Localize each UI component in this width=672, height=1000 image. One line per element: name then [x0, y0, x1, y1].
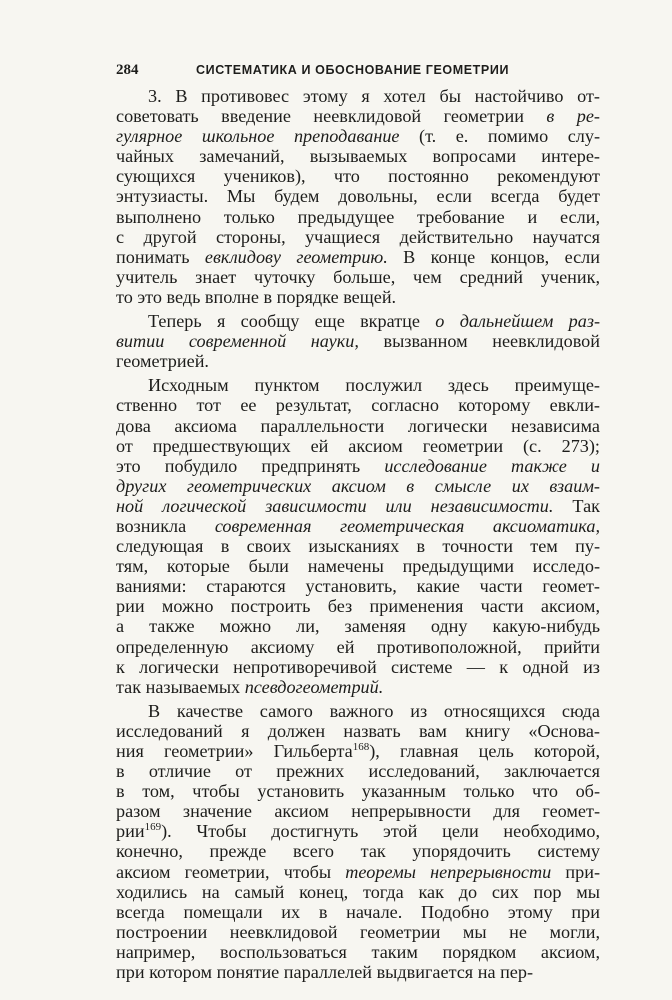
text-run: это побудило предпринять	[116, 455, 385, 476]
italic-text: гулярное школьное преподавание	[116, 126, 400, 147]
text-run: понимать	[116, 246, 205, 267]
text-run: следующая в своих изысканиях в точности тем пу-	[116, 536, 600, 557]
text-run: учитель знает чуточку больше, чем средний ученик,	[116, 266, 600, 287]
text-line	[116, 536, 600, 556]
italic-text: евклидову геометрию.	[204, 246, 388, 267]
text-line	[116, 207, 600, 227]
text-run: советовать введение неевклидовой геометрии	[116, 106, 547, 127]
text-run: (т. е. помимо слу-	[399, 126, 600, 147]
text-line	[116, 922, 600, 942]
text-run: В качестве самого важного из относящихся сюда	[148, 700, 600, 721]
paragraph	[116, 311, 600, 371]
text-line	[116, 375, 600, 395]
text-line	[116, 476, 600, 496]
page-header	[116, 58, 600, 82]
text-line	[116, 821, 600, 841]
body-text	[116, 86, 600, 986]
italic-text: о дальнейшем раз-	[435, 311, 600, 332]
text-run: рии можно построить без применения части аксиом,	[116, 596, 600, 617]
footnote-ref: 168	[352, 740, 370, 753]
text-line	[116, 781, 600, 801]
text-run: рии	[116, 821, 145, 842]
text-line	[116, 882, 600, 902]
text-line	[116, 657, 600, 677]
text-line	[116, 741, 600, 761]
italic-text: псевдогеометрий.	[244, 676, 384, 697]
text-line	[116, 86, 600, 106]
italic-text: витии современной науки,	[116, 331, 359, 352]
text-line	[116, 227, 600, 247]
text-run: чайных замечаний, вызываемых вопросами интере-	[116, 146, 600, 167]
text-line	[116, 311, 600, 331]
text-run: от предшествующих ей аксиом геометрии (с. 273);	[116, 435, 600, 456]
italic-text: исследование также и	[384, 455, 600, 476]
text-run: энтузиасты. Мы будем довольны, если всегда будет	[116, 186, 600, 207]
text-line	[116, 186, 600, 206]
text-line	[116, 146, 600, 166]
text-line	[116, 516, 600, 536]
text-run: геометрией.	[116, 351, 209, 372]
text-run: возникла	[116, 515, 215, 536]
text-line	[116, 331, 600, 351]
text-line	[116, 556, 600, 576]
paragraph	[116, 701, 600, 982]
text-line	[116, 126, 600, 146]
text-run: 3. В противовес этому я хотел бы настойчиво от-	[148, 86, 600, 106]
italic-text: современная геометрическая аксиоматика,	[214, 515, 600, 536]
text-line	[116, 267, 600, 287]
text-run: всегда помещали их в начале. Подобно этому при	[116, 901, 600, 922]
running-title: СИСТЕМАТИКА И ОБОСНОВАНИЕ ГЕОМЕТРИИ	[196, 63, 510, 77]
text-run: в том, чтобы установить указанным только что об-	[116, 781, 600, 802]
text-run: ственно тот ее результат, согласно которому евкли-	[116, 395, 600, 416]
paragraph	[116, 375, 600, 697]
text-run: то это ведь вполне в порядке вещей.	[116, 286, 397, 307]
text-run: Исходным пунктом послужил здесь преимуще-	[148, 375, 600, 396]
text-run: при котором понятие параллелей выдвигается на пер-	[116, 962, 534, 983]
text-run: в отличие от прежних исследований, заключается	[116, 761, 600, 782]
text-line	[116, 902, 600, 922]
text-run: ), главная цель которой,	[369, 741, 600, 761]
text-line	[116, 677, 600, 697]
text-line	[116, 801, 600, 821]
text-run: определенную аксиому ей противоположной, прийти	[116, 636, 600, 657]
text-run: конечно, прежде всего так упорядочить систему	[116, 841, 600, 862]
text-run: Теперь я сообщу еще вкратце	[148, 311, 436, 332]
text-line	[116, 576, 600, 596]
text-line	[116, 596, 600, 616]
text-run: сующихся учеников), что постоянно рекомендуют	[116, 166, 600, 187]
text-run: так называемых	[116, 676, 245, 697]
text-run: ваниями: стараются установить, какие части геомет-	[116, 576, 600, 597]
italic-text: других геометрических аксиом в смысле их взаим-	[116, 475, 600, 496]
text-run: например, воспользоваться таким порядком аксиом,	[116, 941, 600, 962]
text-line	[116, 637, 600, 657]
text-run: вызванном неевклидовой	[358, 331, 600, 352]
text-run: разом значение аксиом непрерывности для геомет-	[116, 801, 600, 822]
text-run: выполнено только предыдущее требование и если,	[116, 206, 600, 227]
italic-text: в ре-	[546, 106, 600, 127]
text-run: Так	[553, 495, 600, 516]
text-line	[116, 247, 600, 267]
text-run: В конце концов, если	[387, 246, 600, 267]
italic-text: теоремы непрерывности	[345, 861, 552, 882]
text-line	[116, 862, 600, 882]
text-line	[116, 962, 600, 982]
text-run: тям, которые были намечены предыдущими исследо-	[116, 556, 600, 577]
text-line	[116, 456, 600, 476]
text-line	[116, 287, 600, 307]
footnote-ref: 169	[144, 821, 162, 834]
text-run: а также можно ли, заменяя одну какую-нибудь	[116, 616, 600, 637]
text-line	[116, 166, 600, 186]
text-line	[116, 351, 600, 371]
text-line	[116, 436, 600, 456]
text-run: исследований я должен назвать вам книгу «Основа-	[116, 720, 600, 741]
text-line	[116, 395, 600, 415]
text-line	[116, 761, 600, 781]
text-line	[116, 106, 600, 126]
text-run: дова аксиома параллельности логически независима	[116, 415, 600, 436]
text-line	[116, 942, 600, 962]
text-run: ходились на самый конец, тогда как до сих пор мы	[116, 881, 600, 902]
text-run: ). Чтобы достигнуть этой цели необходимо,	[161, 821, 600, 842]
text-line	[116, 721, 600, 741]
paragraph	[116, 86, 600, 307]
text-line	[116, 701, 600, 721]
text-run: ния геометрии» Гильберта	[116, 741, 353, 761]
text-run: с другой стороны, учащиеся действительно научатся	[116, 226, 600, 247]
text-run: при-	[551, 861, 601, 882]
italic-text: ной логической зависимости или независимости.	[116, 495, 554, 516]
text-line	[116, 616, 600, 636]
text-line	[116, 416, 600, 436]
page-number: 284	[116, 62, 139, 78]
text-run: к логически непротиворечивой системе — к одной из	[116, 656, 600, 677]
text-line	[116, 841, 600, 861]
text-run: аксиом геометрии, чтобы	[116, 861, 346, 882]
text-run: построении неевклидовой геометрии мы не могли,	[116, 921, 600, 942]
text-line	[116, 496, 600, 516]
